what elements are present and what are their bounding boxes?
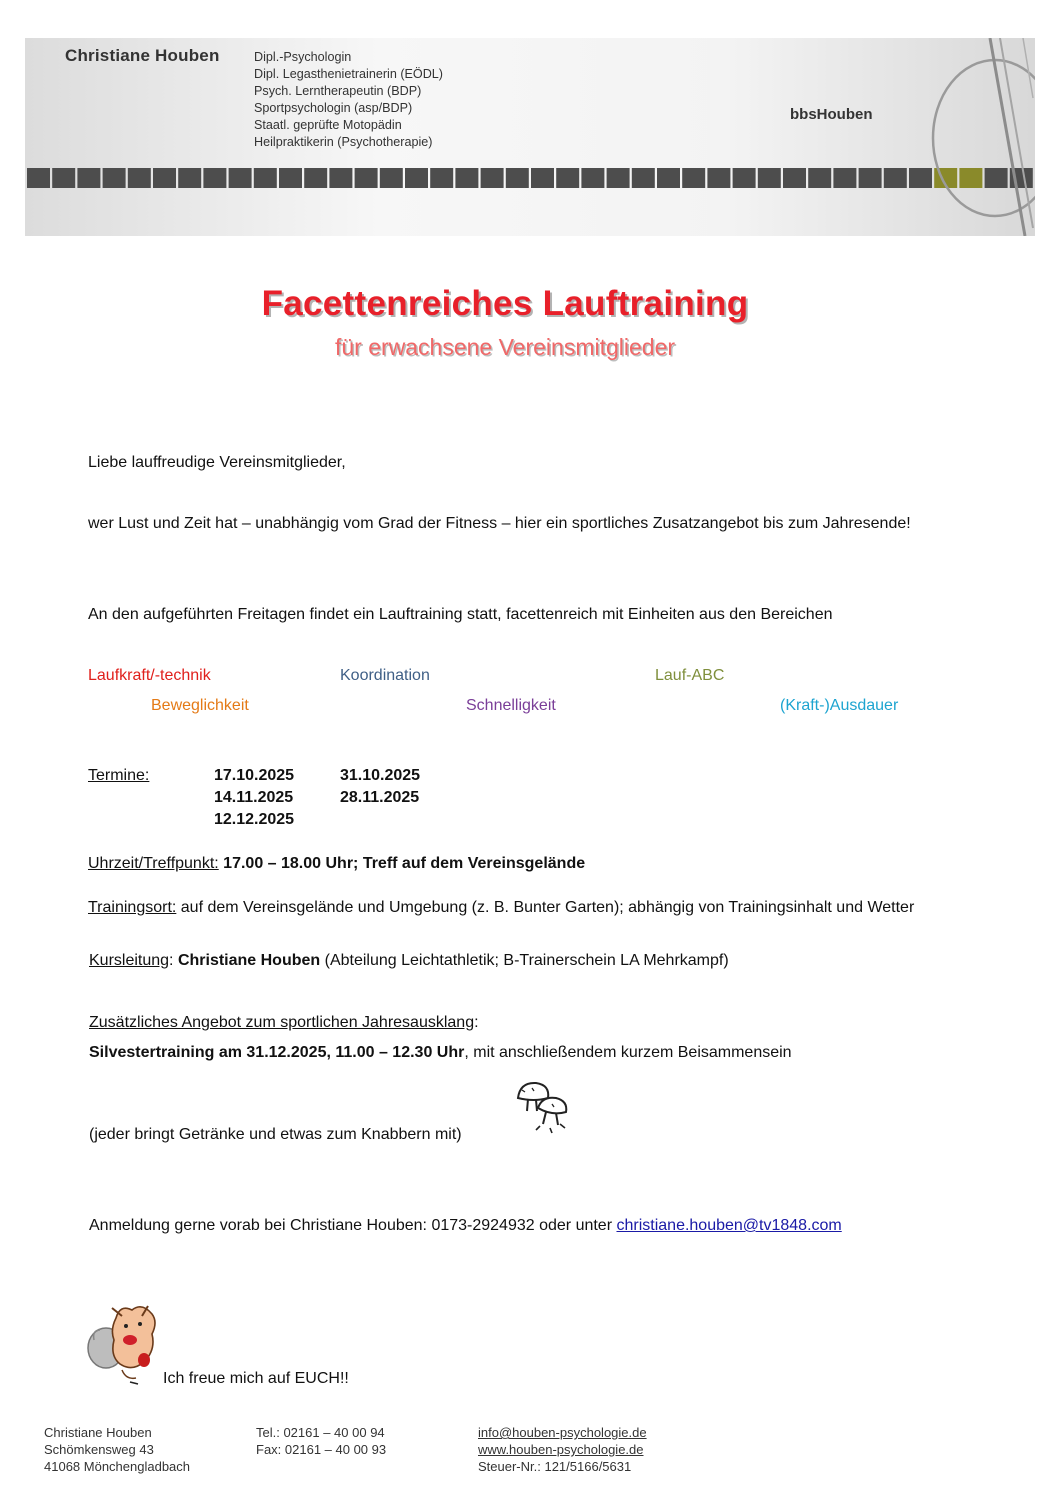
area-lauf-abc: Lauf-ABC: [655, 667, 725, 684]
strip-block: [531, 168, 554, 188]
kursleitung-label: Kursleitung: [89, 952, 170, 969]
termin-date: 12.12.2025: [214, 811, 295, 828]
snack-doodle-icon: [512, 1078, 570, 1136]
areas-intro: An den aufgeführten Freitagen findet ein Lauftraining statt, facettenreich mit Einheiten aus den Bereichen: [88, 606, 833, 623]
trainingsort-line: [88, 898, 914, 918]
greeting: Liebe lauffreudige Vereinsmitglieder,: [88, 454, 346, 471]
kursleitung-name: Christiane Houben: [177, 952, 321, 969]
strip-block: [77, 168, 100, 188]
strip-block: [27, 168, 50, 188]
closing-line: Ich freue mich auf EUCH!!: [163, 1370, 349, 1387]
area-kraft-ausdauer: (Kraft-)Ausdauer: [780, 697, 899, 714]
intro-text: wer Lust und Zeit hat – unabhängig vom Grad der Fitness – hier ein sportliches Zusatzangebot bis zum Jahresende!: [88, 515, 911, 532]
footer-phone: [256, 1424, 386, 1458]
trainingsort-label: Trainingsort:: [88, 899, 177, 916]
strip-block: [682, 168, 705, 188]
strip-block: [405, 168, 428, 188]
letterhead-name: Christiane Houben: [65, 46, 220, 65]
decorative-circle-lines: [925, 38, 1035, 236]
strip-block: [707, 168, 730, 188]
qualification: Staatl. geprüfte Motopädin: [254, 118, 402, 132]
strip-block: [581, 168, 604, 188]
footer-city: 41068 Mönchengladbach: [44, 1459, 191, 1474]
contact-email-link[interactable]: christiane.houben@tv1848.com: [616, 1217, 842, 1234]
kursleitung-line: Kursleitung: Christiane Houben (Abteilung Leichtathletik; B-Trainerschein LA Mehrkampf): [89, 952, 729, 969]
uhrzeit-value: 17.00 – 18.00 Uhr; Treff auf dem Vereinsgelände: [223, 855, 586, 872]
area-schnelligkeit: Schnelligkeit: [466, 697, 556, 714]
silvester-line: [89, 1043, 792, 1063]
strip-block: [52, 168, 75, 188]
strip-block: [304, 168, 327, 188]
letterhead-brand: bbsHouben: [790, 106, 873, 123]
decorative-block-strip: [25, 168, 1035, 188]
qualification: Dipl.-Psychologin: [254, 50, 352, 64]
footer-email-link[interactable]: info@houben-psychologie.de: [478, 1425, 647, 1440]
footer-name: Christiane Houben: [44, 1425, 152, 1440]
strip-block: [481, 168, 504, 188]
strip-block: [153, 168, 176, 188]
footer-contact: [478, 1424, 647, 1475]
anmeldung-line: [89, 1216, 842, 1236]
strip-block: [355, 168, 378, 188]
strip-block: [632, 168, 655, 188]
anmeldung-text: Anmeldung gerne vorab bei Christiane Houben: 0173-2924932 oder unter: [89, 1217, 617, 1234]
strip-block: [733, 168, 756, 188]
cartoon-dog-icon: [86, 1300, 160, 1386]
strip-block: [203, 168, 226, 188]
strip-block: [607, 168, 630, 188]
strip-block: [783, 168, 806, 188]
zusatz-heading: Zusätzliches Angebot zum sportlichen Jahresausklang:: [89, 1014, 479, 1031]
strip-block: [128, 168, 151, 188]
page-subtitle: für erwachsene Vereinsmitglieder: [334, 334, 676, 360]
footer-tel: Tel.: 02161 – 40 00 94: [256, 1425, 385, 1440]
zusatz-note: (jeder bringt Getränke und etwas zum Knabbern mit): [89, 1126, 462, 1143]
strip-block: [657, 168, 680, 188]
silvester-rest: , mit anschließendem kurzem Beisammensein: [464, 1044, 792, 1061]
uhrzeit-label: Uhrzeit/Treffpunkt:: [88, 855, 219, 872]
strip-block: [833, 168, 856, 188]
area-laufkraft: Laufkraft/-technik: [88, 667, 211, 684]
strip-block: [556, 168, 579, 188]
kursleitung-detail: (Abteilung Leichtathletik; B-Trainerschein LA Mehrkampf): [324, 952, 729, 969]
qualification: Sportpsychologin (asp/BDP): [254, 101, 413, 115]
zusatz-label: Zusätzliches Angebot zum sportlichen Jahresausklang: [89, 1014, 475, 1031]
termin-date: 17.10.2025: [214, 767, 295, 784]
footer-web-link[interactable]: www.houben-psychologie.de: [478, 1442, 644, 1457]
qualification: Dipl. Legasthenietrainerin (EÖDL): [254, 67, 443, 81]
termine-label: Termine:: [88, 767, 150, 784]
area-beweglichkeit: Beweglichkeit: [151, 697, 249, 714]
strip-block: [430, 168, 453, 188]
strip-block: [329, 168, 352, 188]
silvester-bold: Silvestertraining am 31.12.2025, 11.00 – 12.30 Uhr: [89, 1044, 465, 1061]
page-title: Facettenreiches Lauftraining: [261, 284, 749, 323]
termin-date: 31.10.2025: [340, 767, 421, 784]
strip-block: [380, 168, 403, 188]
strip-block: [808, 168, 831, 188]
area-koordination: Koordination: [340, 667, 430, 684]
strip-block: [859, 168, 882, 188]
strip-block: [229, 168, 252, 188]
strip-block: [758, 168, 781, 188]
strip-block: [279, 168, 302, 188]
strip-block: [103, 168, 126, 188]
strip-block: [884, 168, 907, 188]
footer-fax: Fax: 02161 – 40 00 93: [256, 1442, 387, 1457]
qualification: Psych. Lerntherapeutin (BDP): [254, 84, 422, 98]
strip-block: [254, 168, 277, 188]
termin-date: 14.11.2025: [214, 789, 294, 806]
strip-block: [506, 168, 529, 188]
uhrzeit-line: [88, 854, 585, 874]
trainingsort-value: auf dem Vereinsgelände und Umgebung (z. B. Bunter Garten); abhängig von Trainingsinhalt und Wetter: [180, 899, 915, 916]
termin-date: 28.11.2025: [340, 789, 420, 806]
letterhead-qualifications: [254, 49, 443, 151]
strip-block: [455, 168, 478, 188]
strip-block: [178, 168, 201, 188]
footer-address: [44, 1424, 190, 1475]
qualification: Heilpraktikerin (Psychotherapie): [254, 135, 433, 149]
footer-street: Schömkensweg 43: [44, 1442, 154, 1457]
letterhead-banner: [25, 38, 1035, 236]
footer-tax: Steuer-Nr.: 121/5166/5631: [478, 1459, 632, 1474]
